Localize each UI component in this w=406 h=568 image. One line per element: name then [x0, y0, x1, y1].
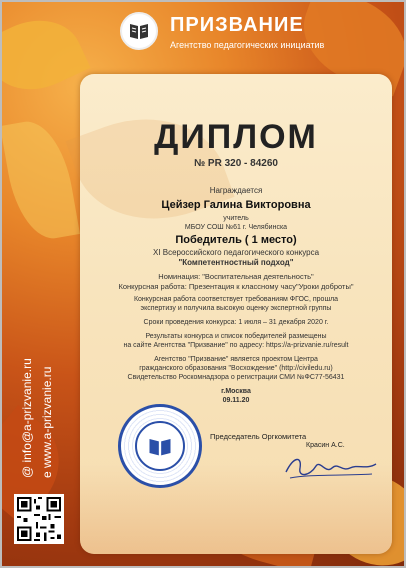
qr-code-icon: [14, 494, 64, 544]
agency-line2: гражданского образования "Восхождение" (http://civiledu.ru): [139, 365, 333, 372]
diploma-panel: [80, 74, 392, 554]
contest-label: XI Всероссийского педагогического конкурса: [152, 248, 320, 257]
issue-date: 09.11.20: [222, 397, 250, 404]
issue-city: г.Москва: [221, 388, 251, 395]
award-place: Победитель ( 1 место): [175, 234, 297, 246]
results-line1: Результаты конкурса и список победителей размещены: [145, 333, 327, 340]
nomination: Номинация: "Воспитательная деятельность": [158, 272, 314, 281]
recipient-name: Цейзер Галина Викторовна: [161, 199, 311, 211]
contest-name: "Компетентностный подход": [178, 258, 294, 267]
agency-line3: Свидетельство Роскомнадзора о регистрации СМИ №ФС77-56431: [127, 374, 345, 381]
fgos-note-line1: Конкурсная работа соответствует требованиям ФГОС, прошла: [133, 296, 339, 303]
awarded-label: Награждается: [209, 186, 263, 195]
fgos-note-line2: экспертизу и получила высокую оценку экспертной группы: [140, 305, 332, 312]
contact-website[interactable]: e www.a-prizvanie.ru: [40, 366, 54, 478]
book-icon: [135, 421, 185, 471]
official-seal: [118, 404, 202, 488]
contact-email[interactable]: @ info@a-prizvanie.ru: [20, 358, 34, 478]
competition-work: Конкурсная работа: Презентация к классному часу"Уроки доброты": [118, 282, 354, 291]
org-subtitle: Агентство педагогических инициатив: [170, 40, 325, 50]
diploma-title: ДИПЛОМ: [154, 118, 318, 156]
results-line2: на сайте Агентства "Призвание" по адресу: https://a-prizvanie.ru/result: [123, 342, 349, 349]
recipient-school: МБОУ СОШ №61 г. Челябинска: [184, 224, 288, 231]
org-header: [120, 8, 370, 56]
contest-dates: Сроки проведения конкурса: 1 июля – 31 декабря 2020 г.: [143, 319, 329, 326]
book-icon: [120, 12, 158, 50]
diploma-number: № PR 320 - 84260: [194, 158, 278, 169]
org-title: ПРИЗВАНИЕ: [170, 14, 304, 36]
agency-line1: Агентство "Призвание" является проектом Центра: [154, 356, 318, 363]
signature: [280, 450, 380, 484]
signer-title: Председатель Оргкомитета: [210, 432, 307, 441]
autumn-leaf-decoration: [0, 4, 91, 105]
contact-sidebar: [6, 318, 64, 478]
signer-name: Красин А.С.: [306, 442, 345, 449]
autumn-leaf-decoration: [0, 116, 80, 245]
recipient-role: учитель: [223, 215, 249, 222]
